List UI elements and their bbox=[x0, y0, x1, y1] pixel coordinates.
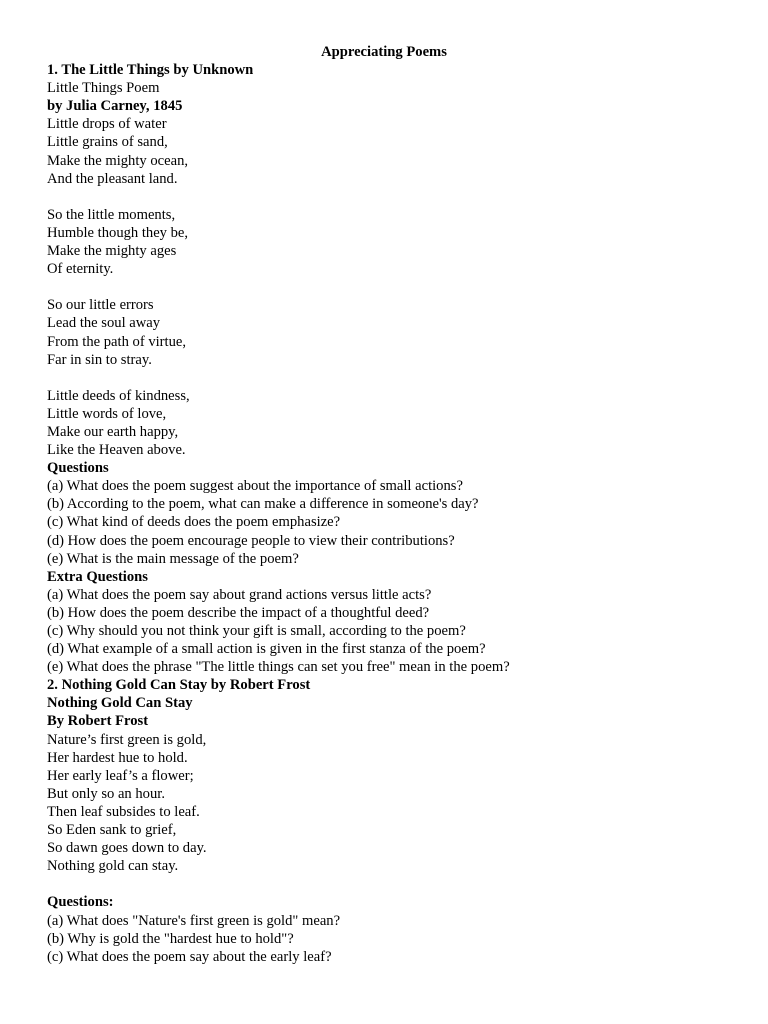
question-item: (b) According to the poem, what can make a difference in someone's day? bbox=[47, 496, 479, 513]
poem-line: Little drops of water bbox=[47, 116, 167, 133]
poem-line: Her hardest hue to hold. bbox=[47, 749, 188, 766]
poem-line: So our little errors bbox=[47, 297, 154, 314]
poem1-questions-list bbox=[47, 477, 727, 567]
question-item: (c) What does the poem say about the early leaf? bbox=[47, 948, 332, 965]
question-item: (a) What does the poem suggest about the importance of small actions? bbox=[47, 478, 463, 495]
poem1-heading: 1. The Little Things by Unknown bbox=[47, 62, 254, 79]
question-item: (e) What does the phrase "The little things can set you free" mean in the poem? bbox=[47, 659, 510, 676]
poem-line: Nature’s first green is gold, bbox=[47, 731, 207, 748]
poem2-body bbox=[47, 731, 727, 876]
stanza-gap bbox=[47, 278, 727, 296]
poem-line: But only so an hour. bbox=[47, 785, 165, 802]
poem-line: Like the Heaven above. bbox=[47, 442, 186, 459]
poem1-stanza-1 bbox=[47, 115, 727, 187]
poem-line: Lead the soul away bbox=[47, 315, 161, 332]
poem-line: So Eden sank to grief, bbox=[47, 822, 177, 839]
question-item: (b) How does the poem describe the impact of a thoughtful deed? bbox=[47, 604, 430, 621]
poem2-questions-list bbox=[47, 912, 727, 966]
poem-line: Little words of love, bbox=[47, 405, 167, 422]
question-item: (a) What does "Nature's first green is gold" mean? bbox=[47, 912, 341, 929]
question-item: (e) What is the main message of the poem? bbox=[47, 550, 299, 567]
stanza-gap bbox=[47, 188, 727, 206]
poem1-author: by Julia Carney, 1845 bbox=[47, 98, 183, 115]
poem-line: So dawn goes down to day. bbox=[47, 840, 207, 857]
question-item: (b) Why is gold the "hardest hue to hold"? bbox=[47, 930, 294, 947]
poem-line: Little grains of sand, bbox=[47, 134, 168, 151]
poem1-questions-heading: Questions bbox=[47, 460, 109, 477]
question-item: (c) What kind of deeds does the poem emphasize? bbox=[47, 514, 341, 531]
question-item: (d) What example of a small action is given in the first stanza of the poem? bbox=[47, 641, 486, 658]
poem1-stanza-3 bbox=[47, 296, 727, 368]
poem2-title: Nothing Gold Can Stay bbox=[47, 695, 193, 712]
poem1-stanza-4 bbox=[47, 387, 727, 459]
question-item: (a) What does the poem say about grand actions versus little acts? bbox=[47, 586, 432, 603]
question-item: (d) How does the poem encourage people to view their contributions? bbox=[47, 532, 455, 549]
document-title: Appreciating Poems bbox=[321, 44, 447, 60]
poem-line: Make the mighty ocean, bbox=[47, 152, 189, 169]
poem2-author: By Robert Frost bbox=[47, 713, 149, 730]
poem-line: Far in sin to stray. bbox=[47, 351, 152, 368]
poem-line: So the little moments, bbox=[47, 206, 176, 223]
poem2-questions-heading: Questions: bbox=[47, 894, 114, 911]
poem-line: Make our earth happy, bbox=[47, 423, 179, 440]
question-item: (c) Why should you not think your gift is small, according to the poem? bbox=[47, 623, 466, 639]
poem-line: Her early leaf’s a flower; bbox=[47, 767, 194, 784]
poem2-heading: 2. Nothing Gold Can Stay by Robert Frost bbox=[47, 677, 311, 694]
poem1-subtitle: Little Things Poem bbox=[47, 80, 160, 97]
poem1-stanza-2 bbox=[47, 206, 727, 278]
document-page bbox=[47, 43, 727, 966]
poem-line: And the pleasant land. bbox=[47, 170, 178, 187]
stanza-gap bbox=[47, 369, 727, 387]
poem1-extra-questions-heading: Extra Questions bbox=[47, 568, 148, 585]
poem-line: Make the mighty ages bbox=[47, 243, 177, 260]
poem-line: Of eternity. bbox=[47, 261, 114, 278]
poem1-extra-questions-list bbox=[47, 586, 727, 676]
poem-line: Little deeds of kindness, bbox=[47, 387, 190, 404]
poem-line: Nothing gold can stay. bbox=[47, 858, 179, 875]
section-gap bbox=[47, 875, 727, 893]
poem-line: From the path of virtue, bbox=[47, 333, 187, 350]
poem-line: Humble though they be, bbox=[47, 224, 189, 241]
poem-line: Then leaf subsides to leaf. bbox=[47, 803, 200, 820]
